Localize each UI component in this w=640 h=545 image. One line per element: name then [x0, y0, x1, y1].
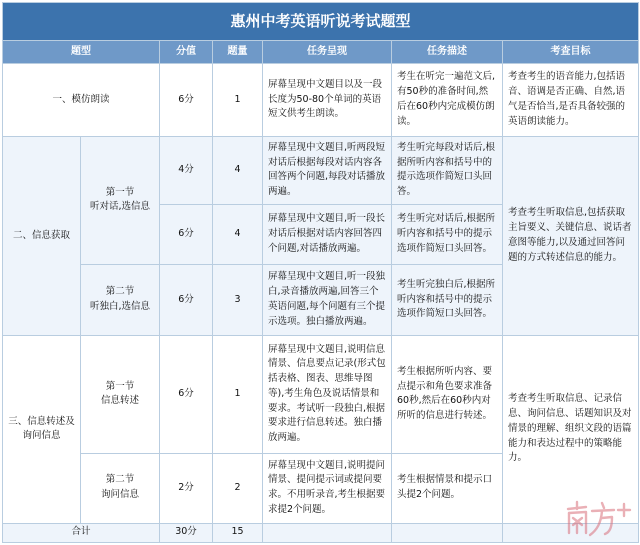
section-2-part-2-name: [81, 264, 160, 335]
section-2-part-1a-score: 4分: [160, 136, 213, 204]
section-3-part-1-count: 1: [213, 335, 263, 453]
section-3-part-1-name: [81, 335, 160, 453]
title-row: [3, 3, 639, 41]
exam-format-table: [2, 2, 639, 543]
section-2-part-1b-score: 6分: [160, 204, 213, 264]
section-3-part-2-count: 2: [213, 453, 263, 523]
table-row: [3, 136, 639, 204]
col-header-presentation: 任务呈现: [263, 40, 392, 63]
table-row: [3, 335, 639, 453]
section-1-name: 一、模仿朗读: [3, 63, 160, 136]
section-3-part-2-presentation: 屏幕呈现中文题目,说明提问情景、提问提示词或提问要求。不用听录音,考生根据要求提2个问题。: [263, 453, 392, 523]
section-2-part-2-line2: 听独白,选信息: [89, 300, 151, 312]
nanfang-plus-watermark-logo: [562, 499, 634, 541]
col-header-count: 题量: [213, 40, 263, 63]
section-3-name: [3, 335, 81, 523]
section-2-part-2-line1: 第二节: [105, 286, 135, 298]
section-1-count: 1: [213, 63, 263, 136]
col-header-score: 分值: [160, 40, 213, 63]
section-3-part-1-description: 考生根据所听内容、要点提示和角色要求准备60秒,然后在60秒内对所听的信息进行转述。: [392, 335, 503, 453]
table-row: [3, 63, 639, 136]
header-row: [3, 40, 639, 63]
section-2-part-1a-count: 4: [213, 136, 263, 204]
section-3-part-1-score: 6分: [160, 335, 213, 453]
section-2-part-2-description: 考生听完独白后,根据所听内容和括号中的提示选项作简短口头回答。: [392, 264, 503, 335]
section-2-part-1b-description: 考生听完对话后,根据所听内容和括号中的提示选项作简短口头回答。: [392, 204, 503, 264]
section-2-part-1b-count: 4: [213, 204, 263, 264]
total-empty-presentation: [263, 523, 392, 542]
total-empty-description: [392, 523, 503, 542]
section-2-part-1-line2: 听对话,选信息: [89, 201, 151, 213]
section-3-part-2-line2: 询问信息: [100, 489, 139, 501]
section-3-part-1-line2: 信息转述: [100, 395, 139, 407]
section-3-goal: 考查考生听取信息、记录信息、询问信息、话题知识及对情景的理解、组织文段的语篇能力和表达过程中的策略能力。: [503, 335, 639, 523]
section-3-part-2-line1: 第二节: [105, 474, 135, 486]
section-2-part-1a-description: 考生听完每段对话后,根据所听内容和括号中的提示选项作简短口头回答。: [392, 136, 503, 204]
table-title: 惠州中考英语听说考试题型: [3, 3, 639, 41]
section-2-part-1a-presentation: 屏幕呈现中文题目,听两段短对话后根据每段对话内容各回答两个问题,每段对话播放两遍。: [263, 136, 392, 204]
section-2-part-1-name: [81, 136, 160, 264]
section-2-part-1-line1: 第一节: [105, 186, 135, 198]
section-1-goal: 考查考生的语音能力,包括语音、语调是否正确、自然,语气是否恰当,是否具备较强的英语朗读能力。: [503, 63, 639, 136]
total-score: 30分: [160, 523, 213, 542]
section-3-part-2-name: [81, 453, 160, 523]
col-header-type: 题型: [3, 40, 160, 63]
section-2-part-2-score: 6分: [160, 264, 213, 335]
section-3-part-2-score: 2分: [160, 453, 213, 523]
section-1-presentation: 屏幕呈现中文题目以及一段长度为50-80个单词的英语短文供考生朗读。: [263, 63, 392, 136]
col-header-goal: 考查目标: [503, 40, 639, 63]
total-count: 15: [213, 523, 263, 542]
section-1-score: 6分: [160, 63, 213, 136]
section-1-description: 考生在听完一遍范文后,有50秒的准备时间,然后在60秒内完成模仿朗读。: [392, 63, 503, 136]
section-2-part-2-count: 3: [213, 264, 263, 335]
section-2-name: 二、信息获取: [3, 136, 81, 335]
section-3-name-line2: 询问信息: [22, 430, 61, 442]
section-3-name-line1: 三、信息转述及: [8, 415, 75, 427]
section-3-part-2-description: 考生根据情景和提示口头提2个问题。: [392, 453, 503, 523]
section-3-part-1-presentation: 屏幕呈现中文题目,说明信息情景、信息要点记录(形式包括表格、图表、思维导图等),考生角色及说话情景和要求。考试听一段独白,根据要求进行信息转述。独白播放两遍。: [263, 335, 392, 453]
section-3-part-1-line1: 第一节: [105, 380, 135, 392]
section-2-part-2-presentation: 屏幕呈现中文题目,听一段独白,录音播放两遍,回答三个英语问题,每个问题有三个提示选项。独白播放两遍。: [263, 264, 392, 335]
section-2-part-1b-presentation: 屏幕呈现中文题目,听一段长对话后根据对话内容回答四个问题,对话播放两遍。: [263, 204, 392, 264]
total-row: [3, 523, 639, 542]
total-label: 合计: [3, 523, 160, 542]
col-header-description: 任务描述: [392, 40, 503, 63]
section-2-goal: 考查考生听取信息,包括获取主旨要义、关键信息、说话者意图等能力,以及通过回答问题的方式转述信息的能力。: [503, 136, 639, 335]
